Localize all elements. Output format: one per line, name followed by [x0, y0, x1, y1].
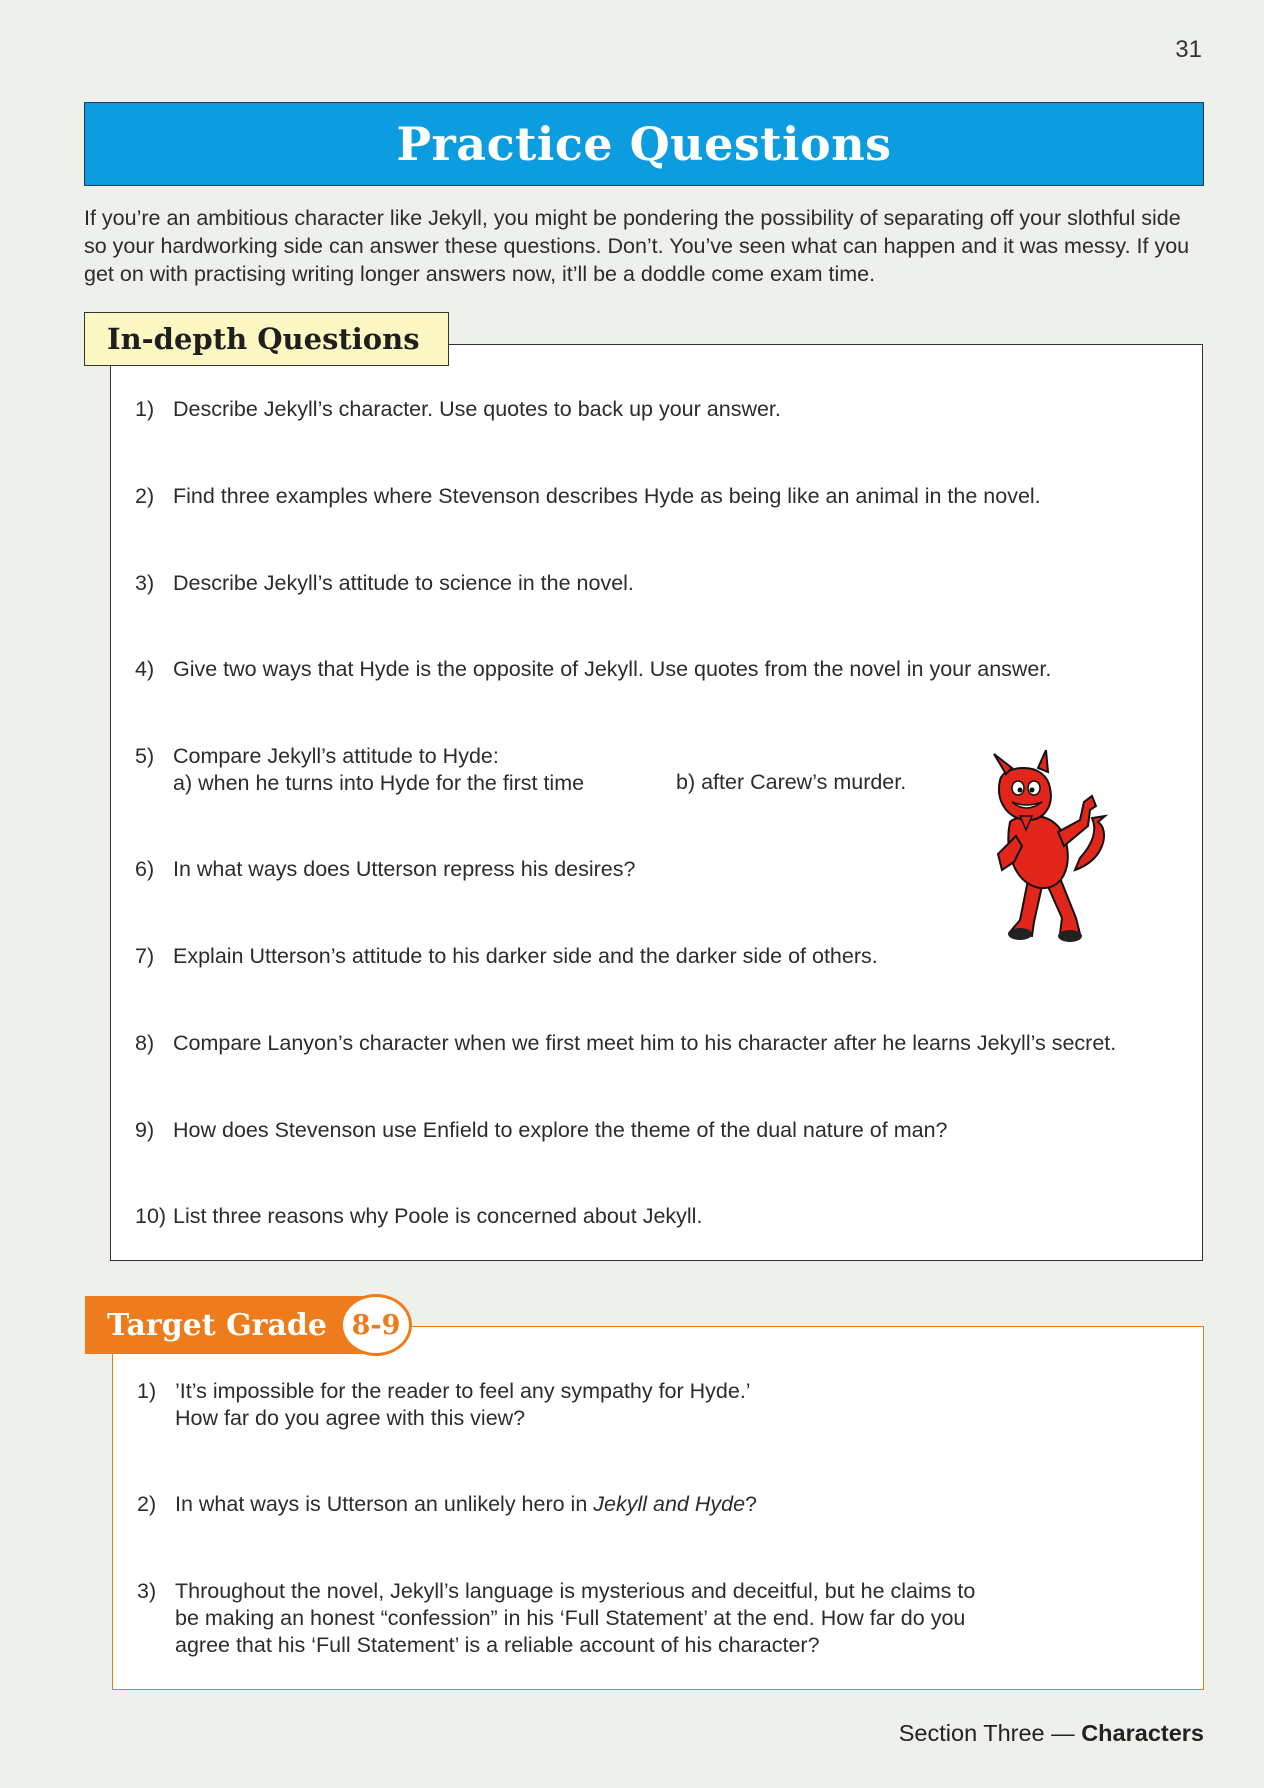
question-text-pre: In what ways is Utterson an unlikely hero in — [175, 1492, 594, 1516]
question-text: List three reasons why Poole is concerned about Jekyll. — [173, 1204, 703, 1228]
question-text: Throughout the novel, Jekyll’s language is mysterious and deceitful, but he claims to be making an honest “confession” in his ‘Full Statement’ at the end. How far do you agree that his ‘Full Statement’ is a reliable account of his character? — [175, 1579, 976, 1657]
indepth-heading: In-depth Questions — [84, 312, 449, 366]
question-text: Compare Lanyon’s character when we first meet him to his character after he learns Jekyll’s secret. — [173, 1031, 1117, 1055]
target-grade-heading: Target Grade — [85, 1296, 385, 1354]
question-number: 6) — [135, 857, 155, 881]
question-number: 4) — [135, 657, 155, 681]
question-number: 2) — [135, 484, 155, 508]
question-part-b: b) after Carew’s murder. — [676, 770, 907, 794]
question-part-a: a) when he turns into Hyde for the first time — [173, 771, 585, 795]
footer-topic: Characters — [1081, 1720, 1204, 1746]
footer-dash: — — [1044, 1720, 1082, 1746]
question-text — [175, 1491, 757, 1518]
question-number: 1) — [135, 397, 155, 421]
question-text: Find three examples where Stevenson describes Hyde as being like an animal in the novel. — [173, 484, 1041, 508]
question-number: 3) — [137, 1579, 157, 1603]
question-text-continued: How far do you agree with this view? — [175, 1406, 526, 1430]
intro-paragraph: If you’re an ambitious character like Jekyll, you might be pondering the possibility of separating off your slothful side so your hardworking side can answer these questions. Don’t. You’ve seen what can happen and it was messy. If you get on with practising writing longer answers now, it’ll be a doddle come exam time. — [84, 206, 1190, 286]
page-title: Practice Questions — [396, 117, 892, 171]
question-text: In what ways does Utterson repress his desires? — [173, 857, 636, 881]
question-number: 9) — [135, 1118, 155, 1142]
grade-badge: 8-9 — [340, 1294, 412, 1356]
title-banner — [84, 102, 1204, 186]
footer-section-label — [899, 1720, 1204, 1747]
question-text: Give two ways that Hyde is the opposite of Jekyll. Use quotes from the novel in your answer. — [173, 657, 1052, 681]
novel-title: Jekyll and Hyde — [593, 1492, 746, 1516]
question-text: How does Stevenson use Enfield to explore the theme of the dual nature of man? — [173, 1118, 948, 1142]
question-number: 7) — [135, 944, 155, 968]
question-number: 10) — [135, 1204, 167, 1228]
footer-section: Section Three — [898, 1720, 1045, 1746]
question-text-post: ? — [745, 1492, 758, 1516]
devil-cartoon-icon — [980, 750, 1116, 946]
question-text: Compare Jekyll’s attitude to Hyde: — [173, 744, 499, 768]
question-text: Explain Utterson’s attitude to his darker side and the darker side of others. — [173, 944, 878, 968]
question-number: 8) — [135, 1031, 155, 1055]
question-number: 3) — [135, 571, 155, 595]
question-number: 2) — [137, 1492, 157, 1516]
question-number: 5) — [135, 744, 155, 768]
page-number: 31 — [1175, 36, 1202, 63]
question-text: Describe Jekyll’s character. Use quotes to back up your answer. — [173, 397, 781, 421]
question-text: Describe Jekyll’s attitude to science in the novel. — [173, 571, 634, 595]
question-text: ’It’s impossible for the reader to feel any sympathy for Hyde.’ — [175, 1379, 751, 1403]
question-number: 1) — [137, 1379, 157, 1403]
